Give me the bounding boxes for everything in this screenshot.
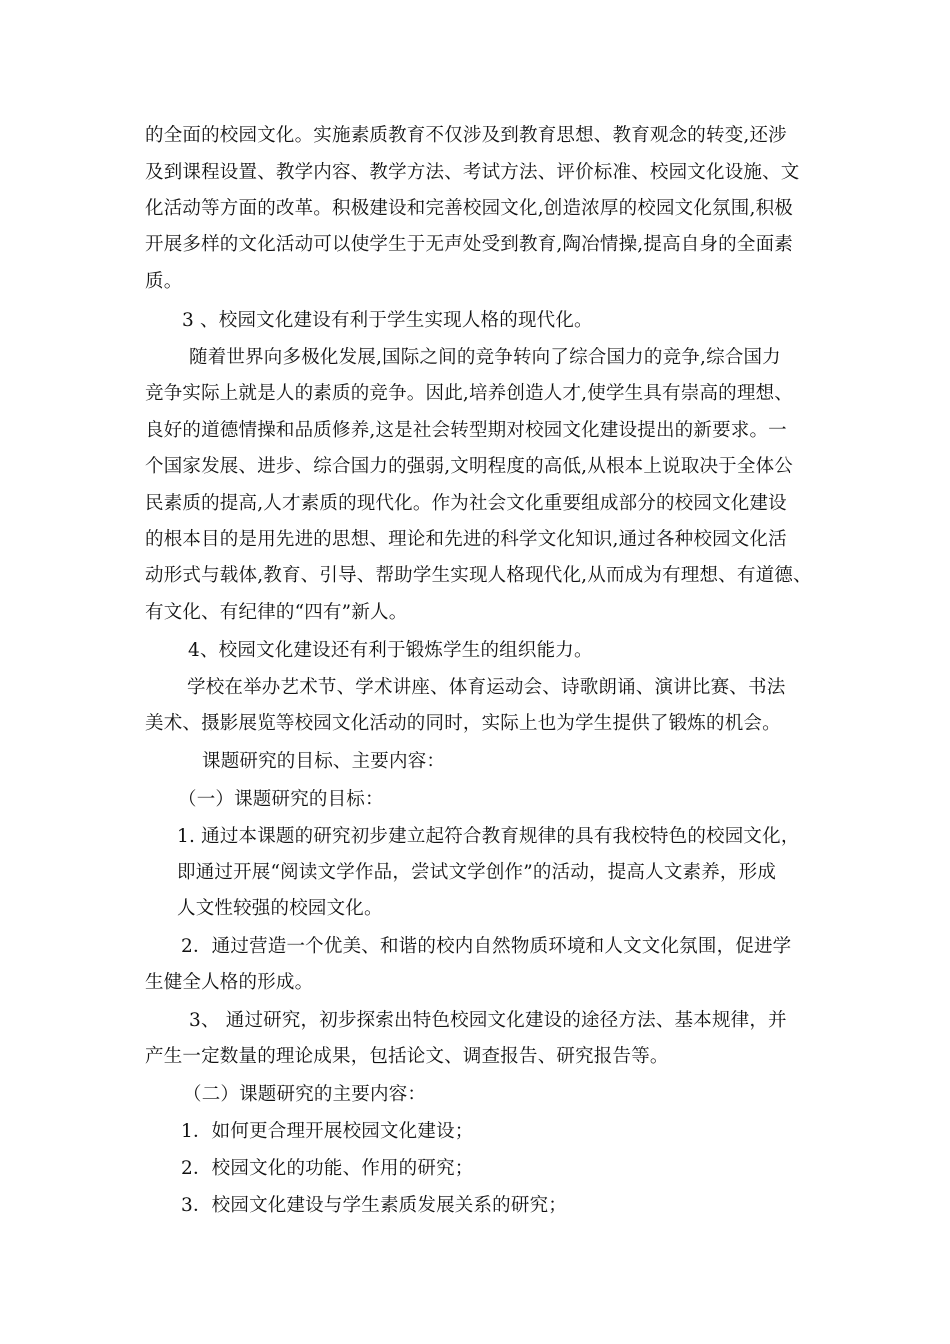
goal-item-2: 2．通过营造一个优美、和谐的校内自然物质环境和人文文化氛围，促进学 xyxy=(181,936,792,957)
text-line: 人文性较强的校园文化。 xyxy=(177,898,383,919)
content-item-2: 2．校园文化的功能、作用的研究； xyxy=(181,1158,474,1179)
content-item-1: 1．如何更合理开展校园文化建设； xyxy=(181,1121,474,1142)
text-line: 随着世界向多极化发展,国际之间的竞争转向了综合国力的竞争,综合国力 xyxy=(189,347,781,368)
content-item-3: 3．校园文化建设与学生素质发展关系的研究； xyxy=(181,1195,567,1216)
text-line: 化活动等方面的改革。积极建设和完善校园文化,创造浓厚的校园文化氛围,积极 xyxy=(145,198,793,219)
text-line: 美术、摄影展览等校园文化活动的同时，实际上也为学生提供了锻炼的机会。 xyxy=(145,713,781,734)
subsection-heading-content: （二）课题研究的主要内容： xyxy=(183,1084,427,1105)
subsection-heading-goals: （一）课题研究的目标： xyxy=(178,789,384,810)
text-line: 生健全人格的形成。 xyxy=(145,972,314,993)
text-line: 个国家发展、进步、综合国力的强弱,文明程度的高低,从根本上说取决于全体公 xyxy=(145,456,793,477)
text-line: 质。 xyxy=(145,271,183,292)
text-line: 良好的道德情操和品质修养,这是社会转型期对校园文化建设提出的新要求。一 xyxy=(145,420,787,441)
text-line: 有文化、有纪律的“四有”新人。 xyxy=(145,602,408,623)
section-heading-4: 4、校园文化建设还有利于锻炼学生的组织能力。 xyxy=(188,640,593,661)
research-heading: 课题研究的目标、主要内容： xyxy=(202,751,446,772)
text-line: 及到课程设置、教学内容、教学方法、考试方法、评价标准、校园文化设施、文 xyxy=(145,162,800,183)
section-heading-3: 3 、校园文化建设有利于学生实现人格的现代化。 xyxy=(182,310,593,331)
text-line: 民素质的提高,人才素质的现代化。作为社会文化重要组成部分的校园文化建设 xyxy=(145,493,787,514)
goal-item-3: 3、 通过研究，初步探索出特色校园文化建设的途径方法、基本规律，并 xyxy=(189,1010,787,1031)
text-line: 即通过开展“阅读文学作品，尝试文学创作”的活动，提高人文素养，形成 xyxy=(177,862,777,883)
text-line: 动形式与载体,教育、引导、帮助学生实现人格现代化,从而成为有理想、有道德、 xyxy=(145,565,812,586)
text-line: 竞争实际上就是人的素质的竞争。因此,培养创造人才,使学生具有崇高的理想、 xyxy=(145,383,793,404)
goal-item-1: 1. 通过本课题的研究初步建立起符合教育规律的具有我校特色的校园文化， xyxy=(177,826,800,847)
text-line: 开展多样的文化活动可以使学生于无声处受到教育,陶冶情操,提高自身的全面素 xyxy=(145,234,793,255)
text-line: 学校在举办艺术节、学术讲座、体育运动会、诗歌朗诵、演讲比赛、书法 xyxy=(187,677,786,698)
text-line: 产生一定数量的理论成果，包括论文、调查报告、研究报告等。 xyxy=(145,1046,669,1067)
text-line: 的全面的校园文化。实施素质教育不仅涉及到教育思想、教育观念的转变,还涉 xyxy=(145,125,787,146)
text-line: 的根本目的是用先进的思想、理论和先进的科学文化知识,通过各种校园文化活 xyxy=(145,529,787,550)
